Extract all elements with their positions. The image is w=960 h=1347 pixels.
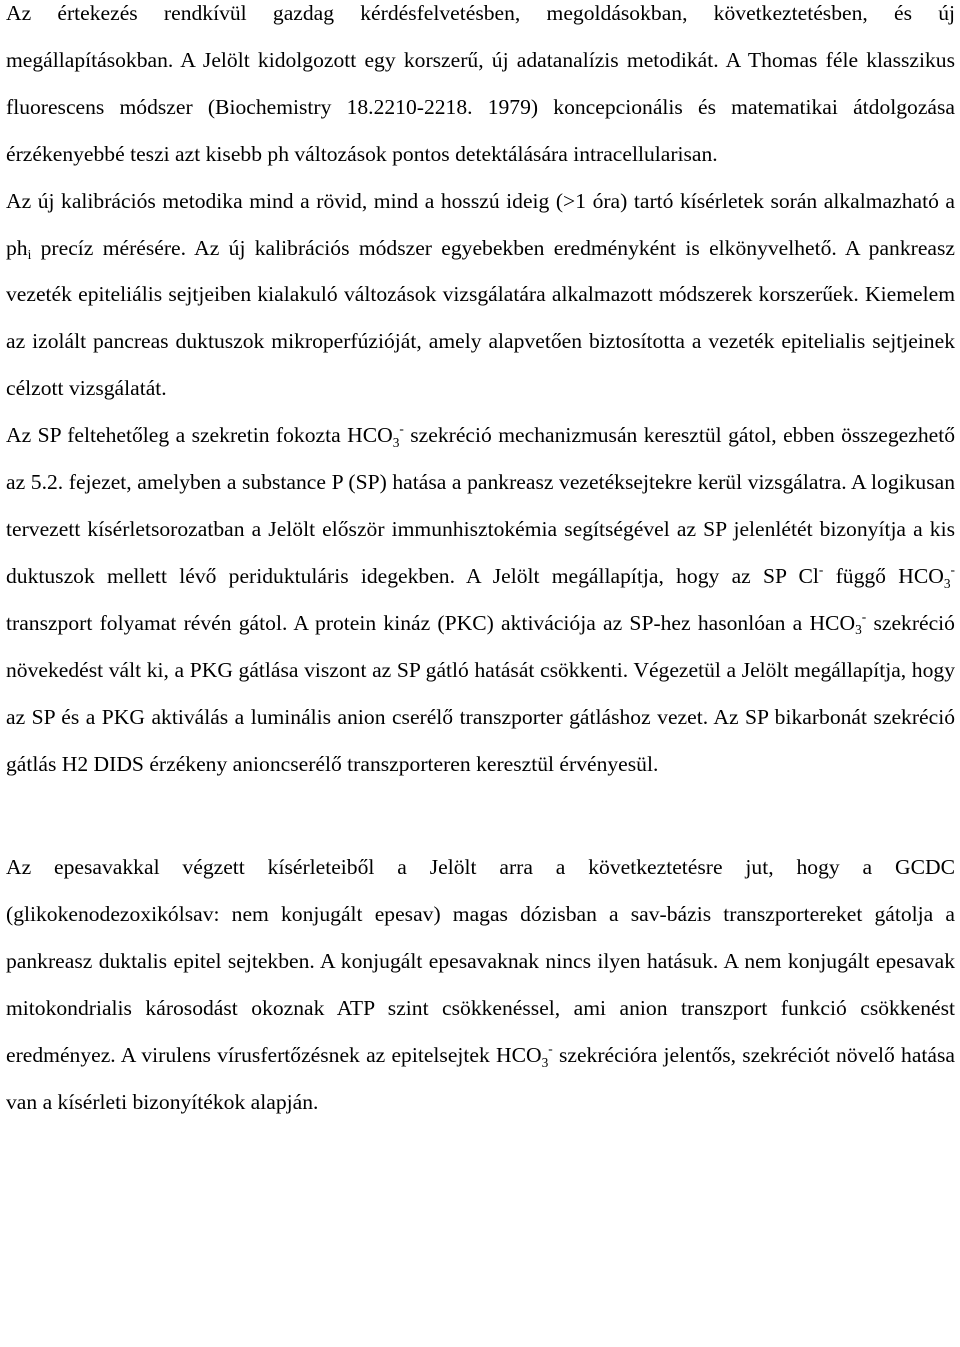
subscript: 3 — [855, 622, 862, 638]
text-run: Az értekezés rendkívül gazdag kérdésfelvetésben, megoldásokban, következtetésben, és új megállapításokban. A Jelölt kidolgozott egy korszerű, új adatanalízis metodikát. A Thomas féle klasszikus fluorescens módszer (Biochemistry 18.2210-2218. 1979) koncepcionális és matematikai átdolgozása érzékenyebbé teszi azt kisebb ph változások pontos detektálására intracellularisan. — [6, 1, 955, 166]
subscript: 3 — [943, 575, 951, 591]
superscript: - — [861, 609, 867, 625]
paragraph-methodology — [6, 0, 955, 178]
text-run: szekréció növekedést vált ki, a PKG gátlása viszont az SP gátló hatását csökkenti. Végezetül a Jelölt megállapítja, hogy az SP és a PKG aktiválás a luminális anion cserélő transzporter gátláshoz vezet. Az SP bikarbonát szekréció gátlás H2 DIDS érzékeny anioncserélő transzporteren keresztül érvényesül. — [6, 610, 955, 776]
text-run: precíz mérésére. Az új kalibrációs módszer egyebekben eredményként is elkönyvelhető. A pankreasz vezeték epiteliális sejtjeiben kialakuló változások vizsgálatára alkalmazott módszerek korszerűek. Kiemelem az izolált pancreas duktuszok mikroperfúzióját, amely alapvetően biztosította a vezeték epitelialis sejtjeinek célzott vizsgálatát. — [6, 235, 955, 401]
paragraph-substance-p — [6, 412, 955, 787]
paragraph-calibration — [6, 178, 955, 413]
text-run: Az SP feltehetőleg a szekretin fokozta HCO — [6, 423, 393, 448]
text-run: Az epesavakkal végzett kísérleteiből a Jelölt arra a következtetésre jut, hogy a GCDC (glikokenodezoxikólsav: nem konjugált epesav) magas dózisban a sav-bázis transzportereket gátolja a pankreasz duktalis epitel sejtekben. A konjugált epesavaknak nincs ilyen hatásuk. A nem konjugált epesavak mitokondrialis károsodást okoznak ATP szint csökkenéssel, ami anion transzport funkció csökkenést eredményez. A virulens vírusfertőzésnek az epitelsejtek HCO — [6, 855, 955, 1068]
superscript: - — [548, 1041, 553, 1057]
text-run: szekrécióra jelentős, szekréciót növelő hatása van a kísérleti bizonyítékok alapján. — [6, 1043, 955, 1114]
document-page — [6, 0, 955, 1126]
superscript: - — [950, 562, 955, 578]
superscript: - — [818, 562, 824, 578]
text-run: függő HCO — [823, 563, 944, 588]
subscript: 3 — [392, 434, 400, 450]
subscript: 3 — [541, 1054, 549, 1070]
text-run: Az új kalibrációs metodika mind a rövid, mind a hosszú ideig (>1 óra) tartó kísérletek során alkalmazható a ph — [6, 188, 955, 260]
paragraph-bile-acids — [6, 844, 955, 1125]
text-run: transzport folyamat révén gátol. A protein kináz (PKC) aktivációja az SP-hez hasonlóan a HCO — [6, 610, 856, 635]
text-run: szekréció mechanizmusán keresztül gátol, ebben összegezhető az 5.2. fejezet, amelyben a substance P (SP) hatása a pankreasz vezetéksejtekre kerül vizsgálatra. A logikusan tervezett kísérletsorozatban a Jelölt először immunhisztokémia segítségével az SP jelenlétét bizonyítja a kis duktuszok mellett lévő periduktuláris idegekben. A Jelölt megállapítja, hogy az SP Cl — [6, 423, 955, 588]
superscript: - — [399, 421, 404, 437]
subscript: i — [27, 247, 32, 263]
